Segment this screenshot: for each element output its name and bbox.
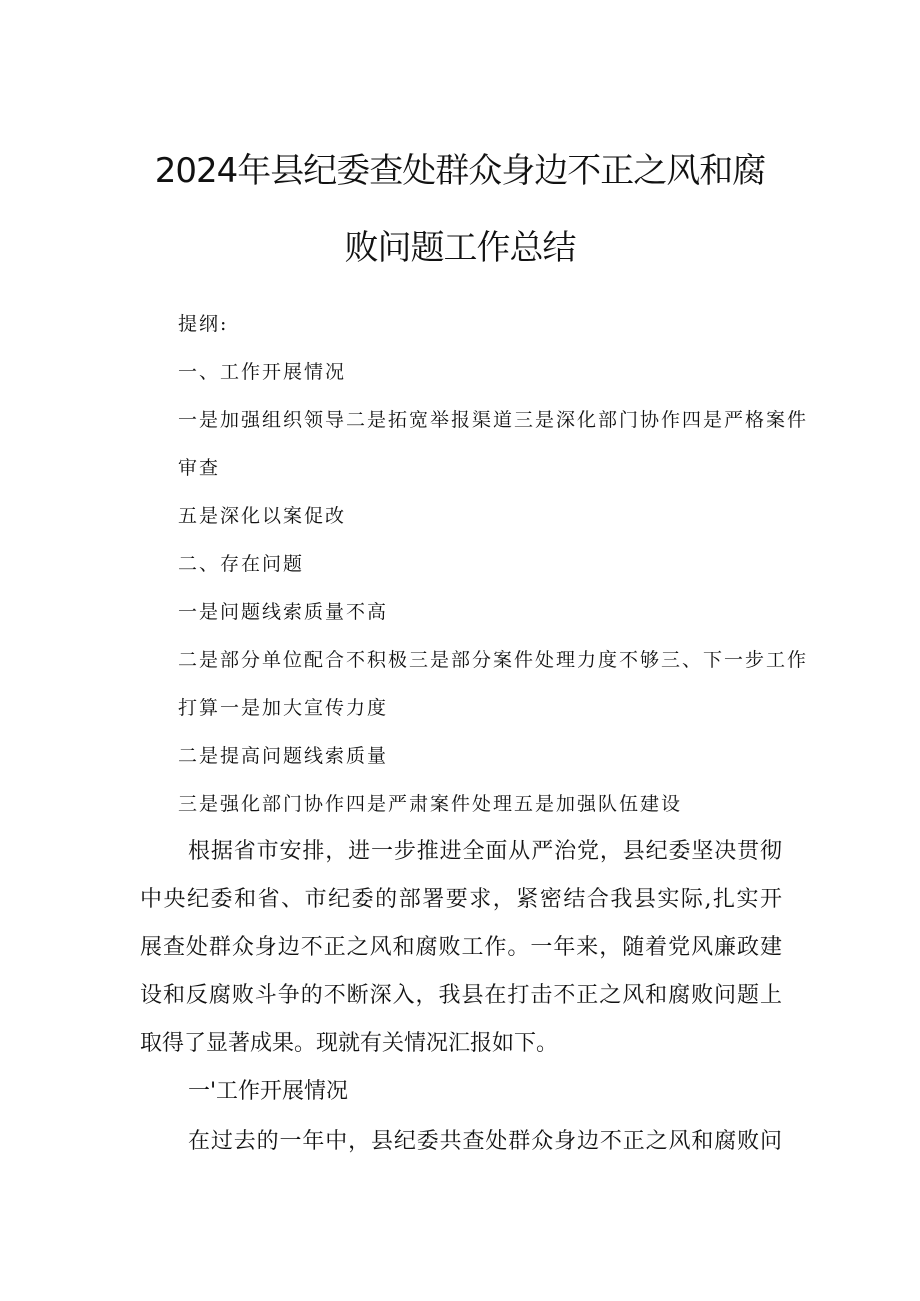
outline-line: 三是强化部门协作四是严肃案件处理五是加强队伍建设	[178, 793, 683, 815]
outline-line: 二、存在问题	[178, 553, 305, 575]
outline-line: 打算一是加大宣传力度	[178, 697, 389, 719]
outline-line: 一是问题线索质量不高	[178, 601, 389, 623]
intro-paragraph-line: 展查处群众身边不正之风和腐败工作。一年来，随着党风廉政建	[140, 935, 782, 960]
outline-heading: 提纲:	[178, 313, 229, 335]
intro-paragraph-line: 设和反腐败斗争的不断深入，我县在打击不正之风和腐败问题上	[140, 983, 782, 1008]
section-heading: 一'工作开展情况	[188, 1079, 349, 1104]
intro-paragraph-line: 中央纪委和省、市纪委的部署要求，紧密结合我县实际,扎实开	[140, 887, 782, 912]
outline-line: 二是提高问题线索质量	[178, 745, 389, 767]
intro-paragraph-line: 根据省市安排，进一步推进全面从严治党，县纪委坚决贯彻	[188, 839, 782, 864]
document-title-line-2: 败问题工作总结	[344, 228, 576, 268]
section-paragraph-line: 在过去的一年中，县纪委共查处群众身边不正之风和腐败问	[188, 1129, 782, 1154]
outline-line: 审查	[178, 457, 221, 479]
outline-line: 一、工作开展情况	[178, 361, 347, 383]
intro-paragraph-line: 取得了显著成果。现就有关情况汇报如下。	[140, 1031, 559, 1056]
outline-line: 二是部分单位配合不积极三是部分案件处理力度不够三、下一步工作	[178, 649, 809, 671]
document-title-line-1: 2024年县纪委查处群众身边不正之风和腐	[154, 151, 766, 191]
outline-line: 一是加强组织领导二是拓宽举报渠道三是深化部门协作四是严格案件	[178, 409, 809, 431]
outline-line: 五是深化以案促改	[178, 505, 347, 527]
